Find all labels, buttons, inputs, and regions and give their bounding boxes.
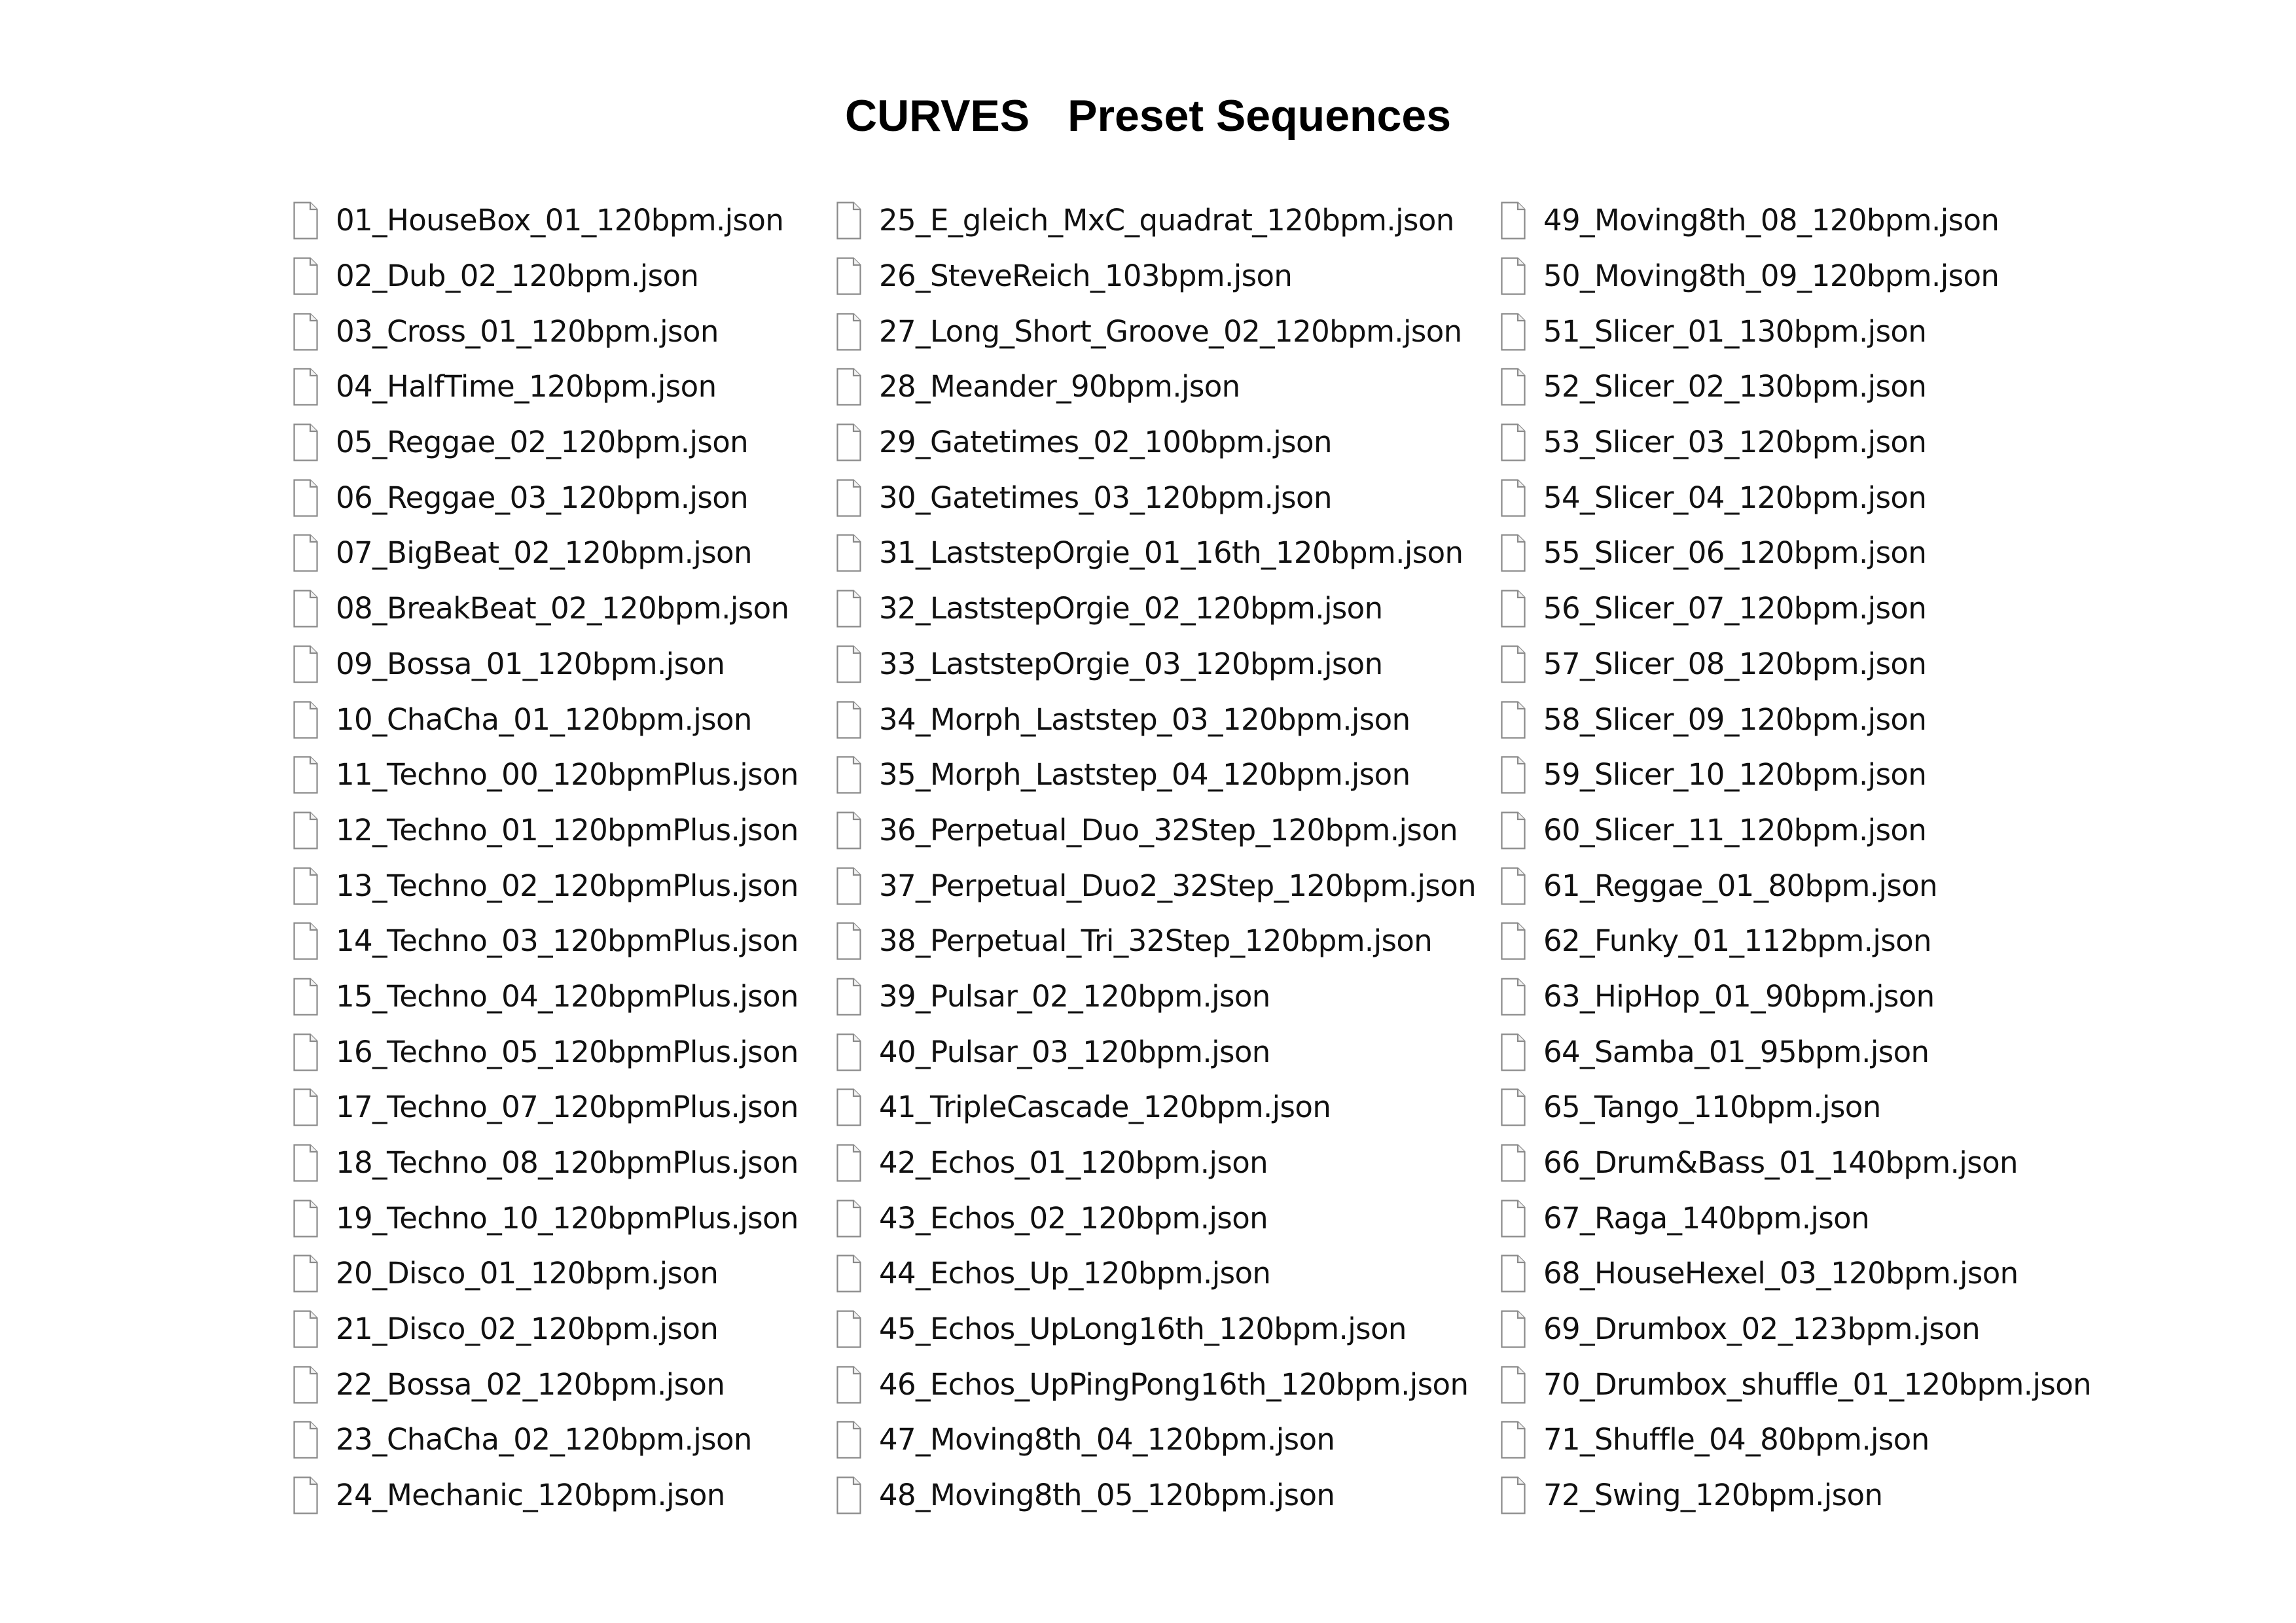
file-icon xyxy=(836,700,862,740)
file-icon xyxy=(836,423,862,462)
file-item[interactable] xyxy=(836,637,1476,692)
file-name: 11_Techno_00_120bpmPlus.json xyxy=(336,757,798,793)
file-name: 55_Slicer_06_120bpm.json xyxy=(1543,535,1927,571)
file-item[interactable] xyxy=(836,415,1476,471)
file-icon xyxy=(836,257,862,296)
file-item[interactable] xyxy=(1500,1357,2091,1412)
file-icon xyxy=(836,312,862,351)
file-item[interactable] xyxy=(293,914,798,969)
file-icon xyxy=(1500,1254,1526,1293)
file-icon xyxy=(293,811,319,850)
file-icon xyxy=(1500,533,1526,573)
file-item[interactable] xyxy=(1500,803,2091,859)
file-icon xyxy=(293,1476,319,1515)
file-item[interactable] xyxy=(836,747,1476,803)
file-item[interactable] xyxy=(293,637,798,692)
file-column-2 xyxy=(836,193,1476,1524)
title-sub: Preset Sequences xyxy=(1067,91,1452,141)
file-item[interactable] xyxy=(1500,1246,2091,1302)
file-item[interactable] xyxy=(293,1080,798,1135)
file-name: 44_Echos_Up_120bpm.json xyxy=(879,1256,1271,1291)
file-name: 03_Cross_01_120bpm.json xyxy=(336,313,719,349)
file-name: 07_BigBeat_02_120bpm.json xyxy=(336,535,752,571)
file-item[interactable] xyxy=(1500,1468,2091,1524)
file-name: 56_Slicer_07_120bpm.json xyxy=(1543,591,1927,626)
file-name: 08_BreakBeat_02_120bpm.json xyxy=(336,591,789,626)
file-name: 58_Slicer_09_120bpm.json xyxy=(1543,702,1927,737)
file-icon xyxy=(836,201,862,240)
file-name: 63_HipHop_01_90bpm.json xyxy=(1543,978,1935,1014)
file-icon xyxy=(1500,1365,1526,1404)
file-icon xyxy=(293,866,319,906)
file-name: 04_HalfTime_120bpm.json xyxy=(336,369,717,404)
file-item[interactable] xyxy=(836,692,1476,747)
file-item[interactable] xyxy=(836,1246,1476,1302)
file-item[interactable] xyxy=(1500,858,2091,914)
file-icon xyxy=(293,1143,319,1183)
file-column-1 xyxy=(293,193,798,1524)
file-name: 09_Bossa_01_120bpm.json xyxy=(336,646,725,681)
file-name: 16_Techno_05_120bpmPlus.json xyxy=(336,1034,798,1069)
file-item[interactable] xyxy=(293,359,798,415)
file-item[interactable] xyxy=(293,1357,798,1412)
file-item[interactable] xyxy=(293,1024,798,1080)
file-icon xyxy=(836,1254,862,1293)
file-icon xyxy=(293,533,319,573)
file-item[interactable] xyxy=(836,193,1476,249)
file-name: 46_Echos_UpPingPong16th_120bpm.json xyxy=(879,1366,1469,1402)
file-item[interactable] xyxy=(836,249,1476,304)
file-icon xyxy=(293,423,319,462)
file-icon xyxy=(293,977,319,1016)
file-name: 25_E_gleich_MxC_quadrat_120bpm.json xyxy=(879,203,1454,238)
file-name: 66_Drum&Bass_01_140bpm.json xyxy=(1543,1145,2018,1181)
file-item[interactable] xyxy=(1500,914,2091,969)
title-main: CURVES xyxy=(844,91,1030,141)
file-icon xyxy=(293,257,319,296)
file-name: 50_Moving8th_09_120bpm.json xyxy=(1543,259,2000,294)
file-name: 34_Morph_Laststep_03_120bpm.json xyxy=(879,702,1410,737)
file-icon xyxy=(1500,1476,1526,1515)
file-icon xyxy=(836,1476,862,1515)
file-item[interactable] xyxy=(293,1190,798,1246)
file-name: 67_Raga_140bpm.json xyxy=(1543,1200,1870,1236)
file-name: 01_HouseBox_01_120bpm.json xyxy=(336,203,784,238)
file-item[interactable] xyxy=(1500,193,2091,249)
file-icon xyxy=(293,201,319,240)
file-item[interactable] xyxy=(836,858,1476,914)
file-name: 48_Moving8th_05_120bpm.json xyxy=(879,1478,1335,1513)
file-icon xyxy=(1500,1143,1526,1183)
file-name: 26_SteveReich_103bpm.json xyxy=(879,259,1293,294)
file-icon xyxy=(293,1033,319,1072)
file-item[interactable] xyxy=(293,1302,798,1357)
file-name: 42_Echos_01_120bpm.json xyxy=(879,1145,1268,1181)
file-icon xyxy=(1500,811,1526,850)
file-item[interactable] xyxy=(836,1468,1476,1524)
file-icon xyxy=(1500,589,1526,628)
file-name: 35_Morph_Laststep_04_120bpm.json xyxy=(879,757,1410,793)
file-item[interactable] xyxy=(836,1080,1476,1135)
file-name: 60_Slicer_11_120bpm.json xyxy=(1543,812,1927,847)
file-name: 41_TripleCascade_120bpm.json xyxy=(879,1090,1331,1125)
file-name: 43_Echos_02_120bpm.json xyxy=(879,1200,1268,1236)
file-name: 61_Reggae_01_80bpm.json xyxy=(1543,868,1938,903)
file-icon xyxy=(293,755,319,794)
file-name: 64_Samba_01_95bpm.json xyxy=(1543,1034,1929,1069)
file-name: 23_ChaCha_02_120bpm.json xyxy=(336,1422,752,1457)
file-name: 47_Moving8th_04_120bpm.json xyxy=(879,1422,1335,1457)
file-name: 54_Slicer_04_120bpm.json xyxy=(1543,480,1927,515)
file-icon xyxy=(836,1365,862,1404)
file-item[interactable] xyxy=(836,359,1476,415)
file-item[interactable] xyxy=(1500,249,2091,304)
file-item[interactable] xyxy=(836,1024,1476,1080)
file-name: 24_Mechanic_120bpm.json xyxy=(336,1478,725,1513)
file-name: 59_Slicer_10_120bpm.json xyxy=(1543,757,1927,793)
file-name: 21_Disco_02_120bpm.json xyxy=(336,1311,719,1347)
file-item[interactable] xyxy=(836,1190,1476,1246)
file-name: 14_Techno_03_120bpmPlus.json xyxy=(336,923,798,959)
file-icon xyxy=(1500,1033,1526,1072)
file-name: 22_Bossa_02_120bpm.json xyxy=(336,1366,725,1402)
file-item[interactable] xyxy=(293,747,798,803)
file-icon xyxy=(836,478,862,518)
file-icon xyxy=(1500,1420,1526,1459)
file-name: 02_Dub_02_120bpm.json xyxy=(336,259,699,294)
file-name: 69_Drumbox_02_123bpm.json xyxy=(1543,1311,1981,1347)
file-item[interactable] xyxy=(1500,581,2091,637)
file-item[interactable] xyxy=(1500,692,2091,747)
file-item[interactable] xyxy=(293,969,798,1025)
file-icon xyxy=(293,1088,319,1127)
file-item[interactable] xyxy=(293,581,798,637)
file-icon xyxy=(293,1365,319,1404)
file-icon xyxy=(293,589,319,628)
file-name: 38_Perpetual_Tri_32Step_120bpm.json xyxy=(879,923,1433,959)
file-item[interactable] xyxy=(1500,1135,2091,1191)
file-item[interactable] xyxy=(1500,1412,2091,1468)
file-item[interactable] xyxy=(293,193,798,249)
file-icon xyxy=(293,312,319,351)
file-name: 12_Techno_01_120bpmPlus.json xyxy=(336,812,798,847)
file-icon xyxy=(1500,866,1526,906)
file-name: 71_Shuffle_04_80bpm.json xyxy=(1543,1422,1929,1457)
file-item[interactable] xyxy=(836,803,1476,859)
file-icon xyxy=(293,1310,319,1349)
file-item[interactable] xyxy=(293,304,798,359)
file-name: 15_Techno_04_120bpmPlus.json xyxy=(336,978,798,1014)
file-name: 27_Long_Short_Groove_02_120bpm.json xyxy=(879,313,1462,349)
file-name: 31_LaststepOrgie_01_16th_120bpm.json xyxy=(879,535,1463,571)
file-item[interactable] xyxy=(1500,1080,2091,1135)
file-icon xyxy=(1500,1088,1526,1127)
file-name: 52_Slicer_02_130bpm.json xyxy=(1543,369,1927,404)
file-item[interactable] xyxy=(1500,470,2091,526)
file-name: 20_Disco_01_120bpm.json xyxy=(336,1256,719,1291)
file-icon xyxy=(836,533,862,573)
file-item[interactable] xyxy=(1500,1024,2091,1080)
file-name: 18_Techno_08_120bpmPlus.json xyxy=(336,1145,798,1181)
file-icon xyxy=(1500,645,1526,684)
file-item[interactable] xyxy=(836,470,1476,526)
file-icon xyxy=(293,1420,319,1459)
file-icon xyxy=(1500,755,1526,794)
file-icon xyxy=(836,1310,862,1349)
file-item[interactable] xyxy=(293,415,798,471)
file-icon xyxy=(836,1420,862,1459)
file-icon xyxy=(836,811,862,850)
file-icon xyxy=(836,921,862,961)
file-item[interactable] xyxy=(293,526,798,581)
file-item[interactable] xyxy=(1500,747,2091,803)
file-item[interactable] xyxy=(1500,415,2091,471)
file-name: 32_LaststepOrgie_02_120bpm.json xyxy=(879,591,1383,626)
file-icon xyxy=(836,1199,862,1238)
file-name: 10_ChaCha_01_120bpm.json xyxy=(336,702,752,737)
file-name: 72_Swing_120bpm.json xyxy=(1543,1478,1883,1513)
file-item[interactable] xyxy=(293,1246,798,1302)
file-item[interactable] xyxy=(293,249,798,304)
file-icon xyxy=(293,367,319,406)
file-name: 39_Pulsar_02_120bpm.json xyxy=(879,978,1270,1014)
file-icon xyxy=(836,589,862,628)
file-icon xyxy=(1500,478,1526,518)
file-icon xyxy=(1500,700,1526,740)
file-item[interactable] xyxy=(836,1135,1476,1191)
file-name: 49_Moving8th_08_120bpm.json xyxy=(1543,203,2000,238)
file-item[interactable] xyxy=(293,803,798,859)
file-item[interactable] xyxy=(1500,304,2091,359)
file-icon xyxy=(293,645,319,684)
file-item[interactable] xyxy=(836,1412,1476,1468)
file-item[interactable] xyxy=(1500,1302,2091,1357)
file-icon xyxy=(1500,1310,1526,1349)
file-name: 29_Gatetimes_02_100bpm.json xyxy=(879,425,1332,460)
file-name: 70_Drumbox_shuffle_01_120bpm.json xyxy=(1543,1366,2092,1402)
file-name: 68_HouseHexel_03_120bpm.json xyxy=(1543,1256,2018,1291)
file-item[interactable] xyxy=(1500,637,2091,692)
file-name: 45_Echos_UpLong16th_120bpm.json xyxy=(879,1311,1407,1347)
file-name: 36_Perpetual_Duo_32Step_120bpm.json xyxy=(879,812,1458,847)
file-name: 30_Gatetimes_03_120bpm.json xyxy=(879,480,1332,515)
file-item[interactable] xyxy=(1500,526,2091,581)
file-icon xyxy=(1500,312,1526,351)
file-name: 06_Reggae_03_120bpm.json xyxy=(336,480,749,515)
file-icon xyxy=(1500,423,1526,462)
file-icon xyxy=(836,1143,862,1183)
file-item[interactable] xyxy=(836,304,1476,359)
file-item[interactable] xyxy=(293,1468,798,1524)
file-item[interactable] xyxy=(293,858,798,914)
file-name: 28_Meander_90bpm.json xyxy=(879,369,1240,404)
page-title xyxy=(0,86,2296,145)
file-icon xyxy=(1500,367,1526,406)
file-item[interactable] xyxy=(1500,359,2091,415)
file-name: 62_Funky_01_112bpm.json xyxy=(1543,923,1931,959)
file-item[interactable] xyxy=(293,692,798,747)
file-icon xyxy=(1500,921,1526,961)
file-name: 51_Slicer_01_130bpm.json xyxy=(1543,313,1927,349)
file-name: 05_Reggae_02_120bpm.json xyxy=(336,425,749,460)
file-name: 53_Slicer_03_120bpm.json xyxy=(1543,425,1927,460)
file-item[interactable] xyxy=(836,1302,1476,1357)
file-icon xyxy=(836,755,862,794)
file-name: 19_Techno_10_120bpmPlus.json xyxy=(336,1200,798,1236)
file-item[interactable] xyxy=(293,1412,798,1468)
file-item[interactable] xyxy=(293,1135,798,1191)
file-item[interactable] xyxy=(836,969,1476,1025)
file-icon xyxy=(293,921,319,961)
file-name: 37_Perpetual_Duo2_32Step_120bpm.json xyxy=(879,868,1477,903)
file-name: 17_Techno_07_120bpmPlus.json xyxy=(336,1090,798,1125)
file-icon xyxy=(836,866,862,906)
file-icon xyxy=(1500,201,1526,240)
file-icon xyxy=(836,645,862,684)
file-name: 65_Tango_110bpm.json xyxy=(1543,1090,1881,1125)
file-icon xyxy=(1500,977,1526,1016)
file-item[interactable] xyxy=(836,581,1476,637)
file-icon xyxy=(1500,1199,1526,1238)
file-item[interactable] xyxy=(293,470,798,526)
file-icon xyxy=(1500,257,1526,296)
file-item[interactable] xyxy=(1500,969,2091,1025)
file-icon xyxy=(293,700,319,740)
file-icon xyxy=(836,977,862,1016)
file-icon xyxy=(293,478,319,518)
file-icon xyxy=(836,1088,862,1127)
file-item[interactable] xyxy=(836,1357,1476,1412)
file-column-3 xyxy=(1500,193,2091,1524)
file-icon xyxy=(836,1033,862,1072)
file-name: 33_LaststepOrgie_03_120bpm.json xyxy=(879,646,1383,681)
file-item[interactable] xyxy=(1500,1190,2091,1246)
file-icon xyxy=(836,367,862,406)
file-icon xyxy=(293,1254,319,1293)
file-name: 13_Techno_02_120bpmPlus.json xyxy=(336,868,798,903)
file-name: 40_Pulsar_03_120bpm.json xyxy=(879,1034,1270,1069)
file-item[interactable] xyxy=(836,526,1476,581)
file-icon xyxy=(293,1199,319,1238)
file-name: 57_Slicer_08_120bpm.json xyxy=(1543,646,1927,681)
file-item[interactable] xyxy=(836,914,1476,969)
